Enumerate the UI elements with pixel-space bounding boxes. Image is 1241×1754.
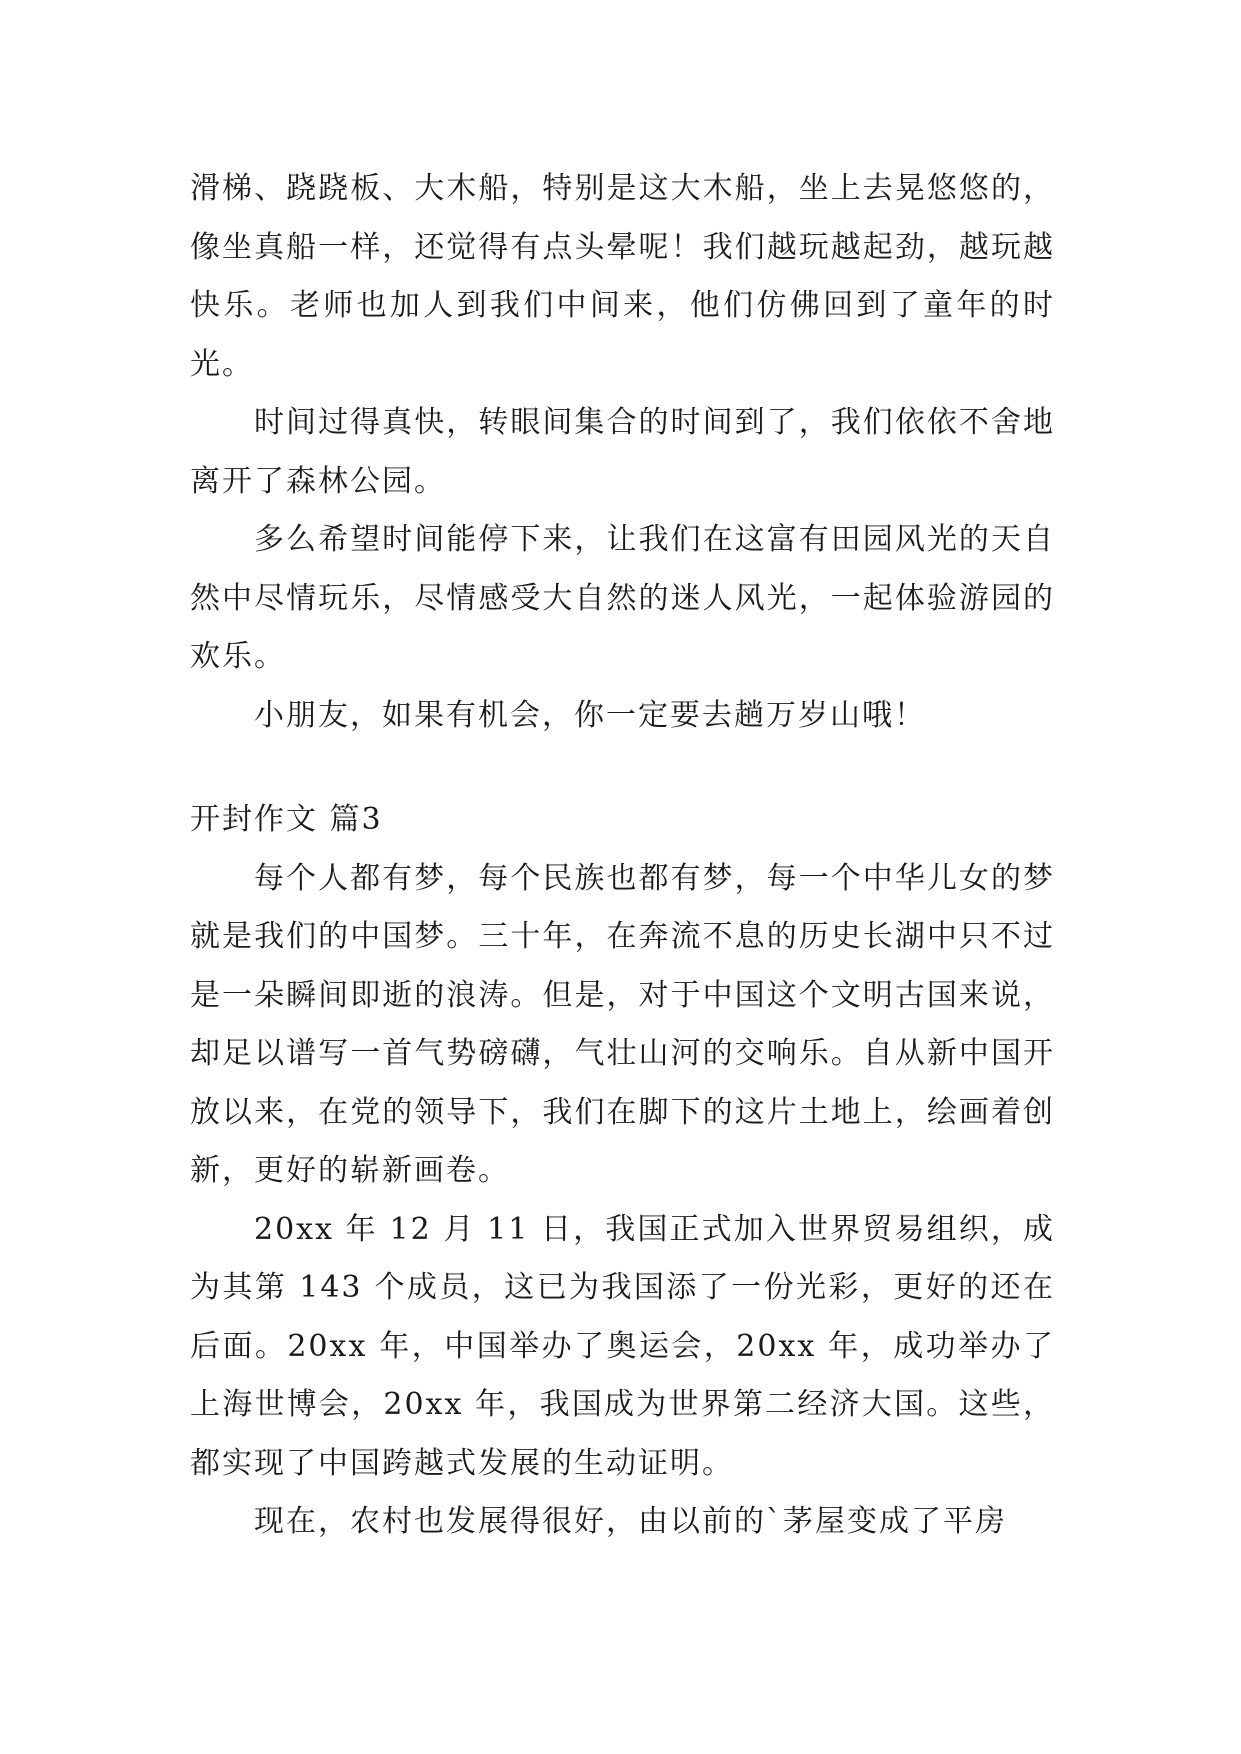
paragraph: 时间过得真快，转眼间集合的时间到了，我们依依不舍地离开了森林公园。 [190, 405, 1055, 499]
paragraph: 小朋友，如果有机会，你一定要去趟万岁山哦！ [254, 697, 926, 733]
paragraph: 每个人都有梦，每个民族也都有梦，每一个中华儿女的梦就是我们的中国梦。三十年，在奔流不息的历史长湖中只不过是一朵瞬间即逝的浪涛。但是，对于中国这个文明古国来说，却足以谱写一首气势磅礴，气壮山河的交响乐。自从新中国开放以来，在党的领导下，我们在脚下的这片土地上，绘画着创新，更好的崭新画卷。 [190, 860, 1055, 1188]
paragraph: 多么希望时间能停下来，让我们在这富有田园风光的天自然中尽情玩乐，尽情感受大自然的迷人风光，一起体验游园的欢乐。 [190, 522, 1055, 674]
section-spacer [190, 745, 1055, 791]
document-body [190, 160, 1055, 1552]
section-heading: 开封作文 篇3 [190, 802, 383, 837]
paragraph: 20xx 年 12 月 11 日，我国正式加入世界贸易组织，成为其第 143 个成员，这已为我国添了一份光彩，更好的还在后面。20xx 年，中国举办了奥运会，20xx 年，成功举办了上海世博会，20xx 年，我国成为世界第二经济大国。这些，都实现了中国跨越式发展的生动证明。 [190, 1211, 1055, 1481]
paragraph: 现在，农村也发展得很好，由以前的`茅屋变成了平房 [254, 1504, 1007, 1539]
paragraph-continuation: 滑梯、跷跷板、大木船，特别是这大木船，坐上去晃悠悠的，像坐真船一样，还觉得有点头晕呢！我们越玩越起劲，越玩越快乐。老师也加人到我们中间来，他们仿佛回到了童年的时光。 [190, 171, 1055, 382]
